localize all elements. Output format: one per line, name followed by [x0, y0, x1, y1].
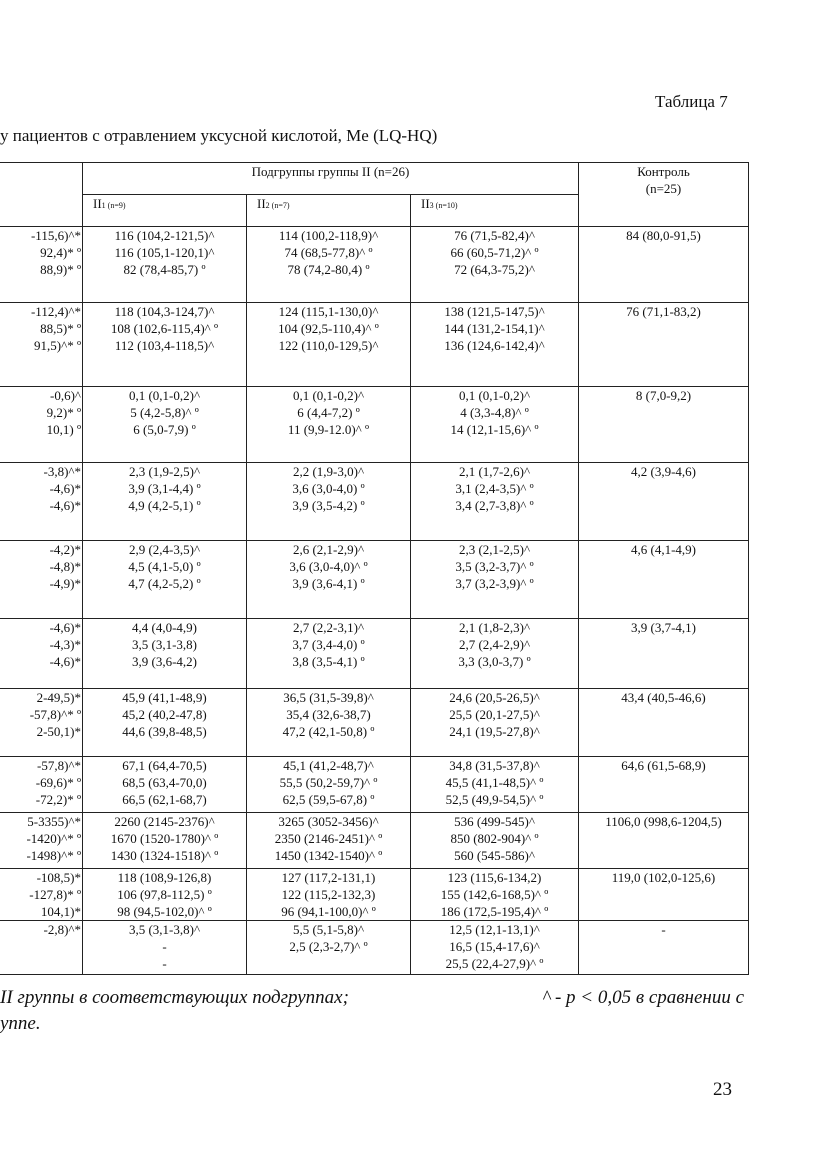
cell-value: 10,1) º: [46, 422, 81, 437]
cell-value: 136 (124,6-142,4)^: [444, 338, 545, 353]
cell-value: 3265 (3052-3456)^: [278, 814, 379, 829]
cell-value: 98 (94,5-102,0)^ º: [117, 904, 212, 919]
cell-value: 2,3 (1,9-2,5)^: [128, 464, 201, 479]
cell-ii2: [247, 387, 411, 463]
cell-value: 14 (12,1-15,6)^ º: [450, 422, 539, 437]
table-caption: у пациентов с отравлением уксусной кислотой, Me (LQ-HQ): [0, 126, 438, 145]
cell-value: -69,6)* º: [35, 775, 81, 790]
cell-value: 3,7 (3,2-3,9)^ º: [455, 576, 534, 591]
cell-value: 24,1 (19,5-27,8)^: [449, 724, 540, 739]
cell-ii2: [247, 813, 411, 869]
cell-ii1: [83, 463, 247, 541]
cell-value: 6 (4,4-7,2) º: [297, 405, 360, 420]
cell-value: 0,1 (0,1-0,2)^: [292, 388, 365, 403]
cell-value: 3,4 (2,7-3,8)^ º: [455, 498, 534, 513]
cell-ii1: [83, 541, 247, 619]
cell-value: 35,4 (32,6-38,7): [286, 707, 371, 722]
cell-value: 62,5 (59,5-67,8) º: [282, 792, 375, 807]
cell-control: [579, 541, 749, 619]
cell-value: 3,3 (3,0-3,7) º: [458, 654, 531, 669]
cell-ii3: [411, 689, 579, 757]
cell-value: 3,8 (3,5-4,1) º: [292, 654, 365, 669]
cell-value: 44,6 (39,8-48,5): [122, 724, 207, 739]
footnote: [0, 985, 831, 1037]
cell-value: 104,1)*: [40, 904, 81, 919]
cell-control: [579, 757, 749, 813]
cell-value: -: [162, 939, 167, 954]
cell-ii3: [411, 541, 579, 619]
cell-value: 96 (94,1-100,0)^ º: [281, 904, 376, 919]
control-header: Контроль (n=25): [579, 163, 749, 227]
cell-value: 2260 (2145-2376)^: [114, 814, 215, 829]
cell-control: [579, 689, 749, 757]
cell-value: 116 (104,2-121,5)^: [114, 228, 215, 243]
cell-value: 127 (117,2-131,1): [281, 870, 376, 885]
cell-ii2: [247, 869, 411, 921]
cell-value: 88,9)* º: [40, 262, 81, 277]
cell-ii2: [247, 303, 411, 387]
cell-ii1: [83, 387, 247, 463]
cell-value: 1430 (1324-1518)^ º: [110, 848, 219, 863]
cell-value: -4,2)*: [49, 542, 81, 557]
cell-value: 66 (60,5-71,2)^ º: [450, 245, 539, 260]
footnote-line1-right: ^ - р < 0,05 в сравнении с: [542, 987, 744, 1008]
cell-value: 16,5 (15,4-17,6)^: [449, 939, 540, 954]
cell-ii1: [83, 689, 247, 757]
cell-ii1: [83, 303, 247, 387]
cell-value: 74 (68,5-77,8)^ º: [284, 245, 373, 260]
cell-value: -1420)^* º: [26, 831, 81, 846]
cell-first: [0, 757, 83, 813]
cell-ii2: [247, 227, 411, 303]
cell-first: [0, 303, 83, 387]
cell-value: 25,5 (20,1-27,5)^: [449, 707, 540, 722]
cell-value: -72,2)* º: [35, 792, 81, 807]
cell-value: 82 (78,4-85,7) º: [123, 262, 206, 277]
cell-value: 67,1 (64,4-70,5): [122, 758, 207, 773]
cell-value: 108 (102,6-115,4)^ º: [110, 321, 219, 336]
cell-value: 122 (110,0-129,5)^: [278, 338, 379, 353]
cell-control: [579, 619, 749, 689]
cell-value: 124 (115,1-130,0)^: [278, 304, 379, 319]
table-row: [0, 227, 749, 303]
cell-value: 4,2 (3,9-4,6): [631, 464, 696, 479]
cell-value: -4,6)*: [49, 620, 81, 635]
cell-value: 2-50,1)*: [36, 724, 81, 739]
cell-value: -4,3)*: [49, 637, 81, 652]
cell-value: 112 (103,4-118,5)^: [114, 338, 215, 353]
cell-first: [0, 921, 83, 975]
cell-value: -57,8)^* º: [29, 707, 81, 722]
data-table: [0, 162, 749, 975]
table-row: [0, 757, 749, 813]
cell-value: 116 (105,1-120,1)^: [114, 245, 215, 260]
cell-value: 4,5 (4,1-5,0) º: [128, 559, 201, 574]
cell-ii2: [247, 619, 411, 689]
subgroups-header: Подгруппы группы II (n=26): [83, 163, 579, 195]
cell-value: -57,8)^*: [36, 758, 81, 773]
cell-value: 2,6 (2,1-2,9)^: [292, 542, 365, 557]
cell-value: 118 (108,9-126,8): [117, 870, 212, 885]
cell-value: -4,9)*: [49, 576, 81, 591]
cell-value: 123 (115,6-134,2): [447, 870, 542, 885]
cell-value: -: [661, 922, 666, 937]
cell-ii3: [411, 921, 579, 975]
cell-ii2: [247, 921, 411, 975]
table-row: [0, 541, 749, 619]
cell-value: 155 (142,6-168,5)^ º: [440, 887, 549, 902]
cell-ii1: [83, 757, 247, 813]
table-row: [0, 463, 749, 541]
cell-value: 78 (74,2-80,4) º: [287, 262, 370, 277]
table-row: [0, 387, 749, 463]
cell-control: [579, 227, 749, 303]
cell-value: 2,1 (1,7-2,6)^: [458, 464, 531, 479]
cell-value: 104 (92,5-110,4)^ º: [278, 321, 379, 336]
cell-control: [579, 387, 749, 463]
cell-control: [579, 303, 749, 387]
cell-value: -115,6)^*: [30, 228, 81, 243]
cell-value: -4,6)*: [49, 498, 81, 513]
cell-value: 186 (172,5-195,4)^ º: [440, 904, 549, 919]
cell-ii2: [247, 757, 411, 813]
cell-value: -4,6)*: [49, 481, 81, 496]
cell-value: 4 (3,3-4,8)^ º: [460, 405, 529, 420]
cell-value: 0,1 (0,1-0,2)^: [458, 388, 531, 403]
cell-first: [0, 813, 83, 869]
cell-value: 3,6 (3,0-4,0)^ º: [289, 559, 368, 574]
cell-first: [0, 541, 83, 619]
cell-ii3: [411, 619, 579, 689]
cell-value: 24,6 (20,5-26,5)^: [449, 690, 540, 705]
cell-value: -4,6)*: [49, 654, 81, 669]
cell-value: 64,6 (61,5-68,9): [621, 758, 706, 773]
cell-value: 3,5 (3,2-3,7)^ º: [455, 559, 534, 574]
header-row-1: [0, 163, 749, 195]
cell-value: 45,2 (40,2-47,8): [122, 707, 207, 722]
cell-ii1: [83, 619, 247, 689]
cell-control: [579, 463, 749, 541]
cell-ii3: [411, 813, 579, 869]
cell-value: -1498)^* º: [26, 848, 81, 863]
cell-value: 55,5 (50,2-59,7)^ º: [279, 775, 378, 790]
cell-value: 3,9 (3,7-4,1): [631, 620, 696, 635]
cell-value: 9,2)* º: [46, 405, 81, 420]
cell-ii1: [83, 813, 247, 869]
subgroup-ii3-header: II3 (n=10): [411, 195, 579, 227]
cell-ii3: [411, 869, 579, 921]
cell-value: 2,9 (2,4-3,5)^: [128, 542, 201, 557]
cell-value: 36,5 (31,5-39,8)^: [283, 690, 374, 705]
cell-value: 144 (131,2-154,1)^: [444, 321, 545, 336]
cell-ii3: [411, 757, 579, 813]
footnote-line2: уппе.: [0, 1013, 41, 1034]
cell-value: 34,8 (31,5-37,8)^: [449, 758, 540, 773]
cell-value: 8 (7,0-9,2): [635, 388, 692, 403]
cell-value: 52,5 (49,9-54,5)^ º: [445, 792, 544, 807]
header-empty-cell: [0, 163, 83, 227]
cell-value: 92,4)* º: [40, 245, 81, 260]
cell-control: [579, 869, 749, 921]
cell-control: [579, 921, 749, 975]
cell-value: 2-49,5)*: [36, 690, 81, 705]
cell-value: 3,6 (3,0-4,0) º: [292, 481, 365, 496]
cell-value: 2,1 (1,8-2,3)^: [458, 620, 531, 635]
cell-value: 72 (64,3-75,2)^: [454, 262, 535, 277]
cell-value: 84 (80,0-91,5): [626, 228, 701, 243]
cell-first: [0, 689, 83, 757]
cell-value: 3,9 (3,6-4,2): [132, 654, 197, 669]
cell-value: 536 (499-545)^: [454, 814, 535, 829]
cell-value: -108,5)*: [36, 870, 81, 885]
cell-ii3: [411, 227, 579, 303]
cell-value: -2,8)^*: [43, 922, 81, 937]
cell-ii2: [247, 463, 411, 541]
cell-value: 2,2 (1,9-3,0)^: [292, 464, 365, 479]
cell-ii1: [83, 921, 247, 975]
table-row: [0, 303, 749, 387]
cell-value: 88,5)* º: [40, 321, 81, 336]
cell-value: 76 (71,1-83,2): [626, 304, 701, 319]
cell-value: 76 (71,5-82,4)^: [454, 228, 535, 243]
cell-value: 6 (5,0-7,9) º: [133, 422, 196, 437]
cell-value: 118 (104,3-124,7)^: [114, 304, 215, 319]
cell-value: 45,9 (41,1-48,9): [122, 690, 207, 705]
cell-value: 4,9 (4,2-5,1) º: [128, 498, 201, 513]
cell-value: 66,5 (62,1-68,7): [122, 792, 207, 807]
cell-value: 0,1 (0,1-0,2)^: [128, 388, 201, 403]
cell-first: [0, 387, 83, 463]
cell-value: 1450 (1342-1540)^ º: [274, 848, 383, 863]
cell-ii3: [411, 463, 579, 541]
cell-value: 5 (4,2-5,8)^ º: [130, 405, 199, 420]
cell-value: 91,5)^* º: [34, 338, 81, 353]
cell-value: 5,5 (5,1-5,8)^: [292, 922, 365, 937]
subgroup-ii2-header: II2 (n=7): [247, 195, 411, 227]
cell-value: 3,1 (2,4-3,5)^ º: [455, 481, 534, 496]
cell-value: 2,5 (2,3-2,7)^ º: [289, 939, 368, 954]
table-row: [0, 813, 749, 869]
cell-value: -: [162, 956, 167, 971]
cell-ii2: [247, 541, 411, 619]
table-row: [0, 619, 749, 689]
cell-value: -0,6)^: [49, 388, 81, 403]
cell-value: 3,5 (3,1-3,8): [132, 637, 197, 652]
cell-value: 3,9 (3,6-4,1) º: [292, 576, 365, 591]
cell-value: 12,5 (12,1-13,1)^: [449, 922, 540, 937]
cell-value: -4,8)*: [49, 559, 81, 574]
cell-value: 25,5 (22,4-27,9)^ º: [445, 956, 544, 971]
cell-value: 1106,0 (998,6-1204,5): [605, 814, 722, 829]
cell-value: 3,9 (3,1-4,4) º: [128, 481, 201, 496]
cell-value: 1670 (1520-1780)^ º: [110, 831, 219, 846]
cell-value: 560 (545-586)^: [454, 848, 535, 863]
table-row: [0, 869, 749, 921]
page-number: 23: [713, 1079, 732, 1100]
cell-value: 106 (97,8-112,5) º: [117, 887, 212, 902]
cell-ii1: [83, 227, 247, 303]
cell-value: 850 (802-904)^ º: [450, 831, 539, 846]
cell-value: 45,1 (41,2-48,7)^: [283, 758, 374, 773]
cell-ii3: [411, 303, 579, 387]
cell-value: 122 (115,2-132,3): [281, 887, 376, 902]
cell-value: 43,4 (40,5-46,6): [621, 690, 706, 705]
cell-value: 3,7 (3,4-4,0) º: [292, 637, 365, 652]
cell-value: -127,8)* º: [29, 887, 81, 902]
cell-value: -112,4)^*: [30, 304, 81, 319]
cell-value: 4,7 (4,2-5,2) º: [128, 576, 201, 591]
cell-value: 11 (9,9-12.0)^ º: [287, 422, 370, 437]
cell-first: [0, 227, 83, 303]
cell-ii2: [247, 689, 411, 757]
table-row: [0, 921, 749, 975]
footnote-line1-left: II группы в соответствующих подгруппах;: [0, 987, 349, 1008]
table-row: [0, 689, 749, 757]
cell-value: -3,8)^*: [43, 464, 81, 479]
cell-value: 2,7 (2,2-3,1)^: [292, 620, 365, 635]
subgroup-ii1-header: II1 (n=9): [83, 195, 247, 227]
cell-first: [0, 869, 83, 921]
cell-first: [0, 463, 83, 541]
cell-value: 45,5 (41,1-48,5)^ º: [445, 775, 544, 790]
cell-value: 138 (121,5-147,5)^: [444, 304, 545, 319]
cell-value: 2,3 (2,1-2,5)^: [458, 542, 531, 557]
cell-value: 2,7 (2,4-2,9)^: [458, 637, 531, 652]
cell-value: 4,4 (4,0-4,9): [132, 620, 197, 635]
cell-value: 114 (100,2-118,9)^: [278, 228, 379, 243]
cell-value: 3,9 (3,5-4,2) º: [292, 498, 365, 513]
cell-control: [579, 813, 749, 869]
cell-value: 47,2 (42,1-50,8) º: [282, 724, 375, 739]
cell-value: 5-3355)^*: [27, 814, 81, 829]
cell-value: 68,5 (63,4-70,0): [122, 775, 207, 790]
cell-ii1: [83, 869, 247, 921]
cell-ii3: [411, 387, 579, 463]
cell-value: 119,0 (102,0-125,6): [611, 870, 716, 885]
cell-first: [0, 619, 83, 689]
table-label: Таблица 7: [655, 92, 728, 111]
cell-value: 3,5 (3,1-3,8)^: [128, 922, 201, 937]
cell-value: 2350 (2146-2451)^ º: [274, 831, 383, 846]
cell-value: 4,6 (4,1-4,9): [631, 542, 696, 557]
